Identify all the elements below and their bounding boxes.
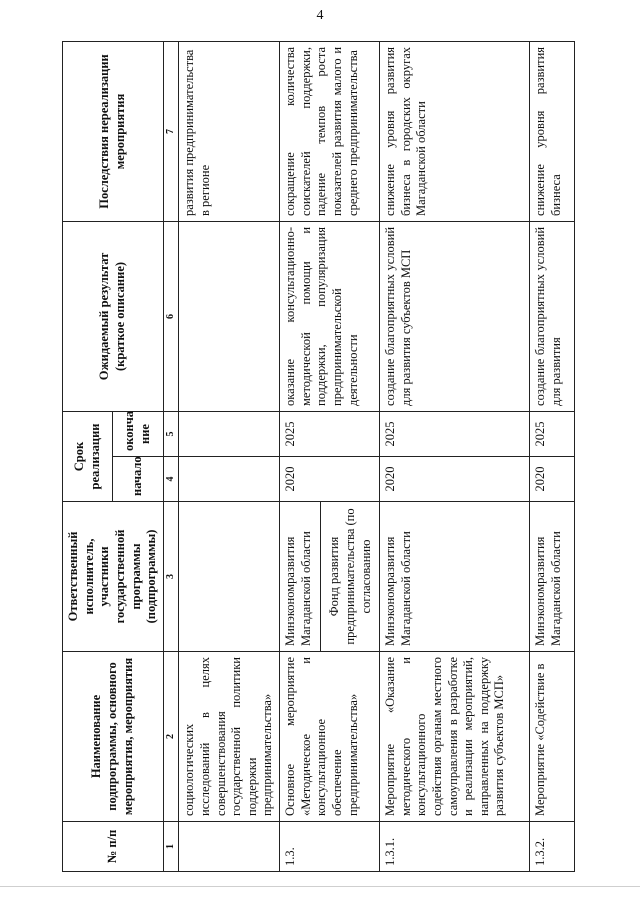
header-num: № п/п [63,822,164,872]
col-number: 4 [163,457,179,502]
header-start: начало [113,457,163,502]
row-consequence: развития предпринимательства в регионе [179,41,280,221]
table-row [530,41,575,871]
row-start [179,457,280,502]
header-responsible: Ответственный исполнитель, участники государственной программы (подпрограммы) [63,502,164,652]
program-table [62,41,575,872]
scan-edge-line [0,886,640,887]
row-consequence: сокращение количества соискателей поддержки, падение темпов роста показателей развития малого и среднего предпринимательства [280,41,380,221]
row-responsible [179,502,280,652]
row-responsible [280,502,380,652]
row-result: оказание консультационно-методической помощи и поддержки, популяризация предпринимательской деятельности [280,221,380,411]
row-consequence: снижение уровня развития бизнеса в городских округах Магаданской области [380,41,530,221]
row-num: 1.3.2. [530,822,575,872]
row-name: Мероприятие «Содействие в [530,652,575,822]
table-row [380,41,530,871]
row-responsible: Минэкономразвития Магаданской области [530,502,575,652]
row-result [179,221,280,411]
row-consequence: снижение уровня развития бизнеса [530,41,575,221]
column-number-row [163,41,179,871]
row-responsible: Минэкономразвития Магаданской области [380,502,530,652]
col-number: 5 [163,411,179,456]
page-number: 4 [316,8,324,23]
header-name: Наименование подпрограммы, основного мероприятия, мероприятия [63,652,164,822]
row-name: социологических исследований в целях совершенствования государственной политики поддержки предпринимательства» [179,652,280,822]
table-row [280,41,380,871]
row-num [179,822,280,872]
row-end [179,411,280,456]
row-start: 2020 [530,457,575,502]
rotated-table-page [62,42,582,872]
row-num: 1.3. [280,822,380,872]
row-result: создание благоприятных условий для развития [530,221,575,411]
header-result: Ожидаемый результат (краткое описание) [63,221,164,411]
table-row [179,41,280,871]
header-consequence: Последствия нереализации мероприятия [63,41,164,221]
responsible-secondary: Фонд развития предпринимательства (по согласованию [320,502,374,651]
row-end: 2025 [280,411,380,456]
row-num: 1.3.1. [380,822,530,872]
row-name: Основное мероприятие «Методическое и консультационное обеспечение предпринимательства» [280,652,380,822]
row-end: 2025 [530,411,575,456]
header-term: Срок реализации [63,411,113,501]
col-number: 1 [163,822,179,872]
header-end: оконча ние [113,411,163,456]
responsible-primary: Минэкономразвития Магаданской области [283,531,313,646]
col-number: 3 [163,502,179,652]
row-start: 2020 [280,457,380,502]
col-number: 7 [163,41,179,221]
header-row [63,41,113,871]
col-number: 2 [163,652,179,822]
row-start: 2020 [380,457,530,502]
col-number: 6 [163,221,179,411]
row-end: 2025 [380,411,530,456]
row-name: Мероприятие «Оказание методического и консультационного содействия органам местного самоуправления в разработке и реализации мероприятий, направленных на поддержку развития субъектов МСП» [380,652,530,822]
row-result: создание благоприятных условий для развития субъектов МСП [380,221,530,411]
